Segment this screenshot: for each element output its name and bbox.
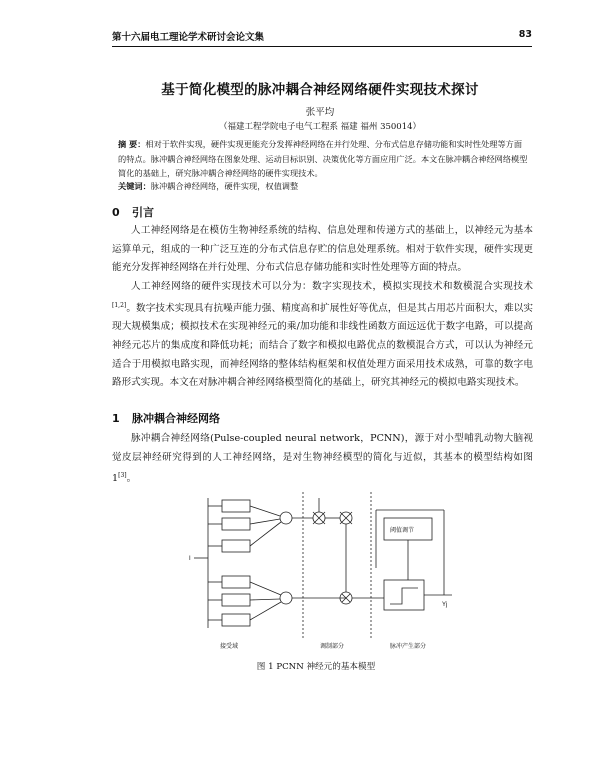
abstract-text: 相对于软件实现，硬件实现更能充分发挥神经网络在并行处理、分布式信息存储功能和实时性处理等方面的特点。脉冲耦合神经网络在图象处理、运动目标识别、决策优化等方面应用广泛。本文在脉冲耦合神经网络模型简化的基础上，研究脉冲耦合神经网络的硬件实现技术。 <box>118 139 528 179</box>
section-heading-0 <box>112 204 154 220</box>
input-label: I <box>189 556 191 562</box>
step-block <box>384 580 424 610</box>
region-label-pulse: 脉冲产生部分 <box>390 644 427 650</box>
connector <box>250 506 280 516</box>
paragraph: 人工神经网络是在模仿生物神经系统的结构、信息处理和传递方式的基础上，以神经元为基本运算单元，组成的一种广泛互连的分布式信息存贮的信息处理系统。相对于软件实现，硬件实现更能充分发挥神经网络在并行处理、分布式信息存储功能和实时性处理等方面的特点。 <box>112 225 533 274</box>
weight-box <box>222 614 250 626</box>
keywords <box>118 181 530 192</box>
journal-name: 第十六届电工理论学术研讨会论文集 <box>112 32 265 43</box>
connector <box>250 582 281 595</box>
connector <box>250 522 281 546</box>
step-function-icon <box>390 588 418 604</box>
paragraph-text: 。 <box>126 473 137 485</box>
connector <box>250 519 280 524</box>
summer-linking <box>280 512 292 524</box>
weight-box <box>222 594 250 606</box>
region-label-receptive: 接受域 <box>220 644 239 650</box>
threshold-label: 阈值调节 <box>390 528 415 534</box>
running-header <box>112 26 532 44</box>
page-number: 83 <box>518 29 532 40</box>
weight-box <box>222 576 250 588</box>
connector <box>250 602 281 620</box>
region-label-modulation: 调制部分 <box>320 644 345 650</box>
paragraph-text: 脉冲耦合神经网络(Pulse-coupled neural network，PCNN)，源于对小型哺乳动物大脑视觉皮层神经研究得到的人工神经网络，是对生物神经模型的简化与近似，其基本的模型结构如图 1 <box>112 433 533 485</box>
paragraph <box>112 430 533 489</box>
section-heading-1 <box>112 410 220 426</box>
connector <box>250 599 280 600</box>
paragraph-text: 。数字技术实现具有抗噪声能力强、精度高和扩展性好等优点，但是其占用芯片面积大，难以实现大规模集成；模拟技术在实现神经元的乘/加功能和非线性函数方面远远优于数字电路，可以提高神经元芯片的集成度和降低功耗；而结合了数字和模拟电路优点的数模混合方式，可以认为神经元适合于用模拟电路实现，而神经网络的整体结构框架和权值处理方面采用技术成熟，可靠的数字电路形式实现。本文在对脉冲耦合神经网络模型简化的基础上，研究其神经元的模拟电路实现技术。 <box>112 302 533 389</box>
weight-box <box>222 500 250 512</box>
figure-caption: 图 1 PCNN 神经元的基本模型 <box>256 662 376 672</box>
paper-title: 基于简化模型的脉冲耦合神经网络硬件实现技术探讨 <box>161 82 479 98</box>
pcnn-model-diagram <box>186 488 466 653</box>
abstract <box>118 137 530 181</box>
section-title: 引言 <box>132 206 154 219</box>
output-label: Yj <box>442 602 448 608</box>
abstract-label: 摘 要： <box>118 139 146 149</box>
section-number: 1 <box>112 412 120 425</box>
header-rule <box>112 46 532 47</box>
paragraph <box>112 278 533 393</box>
section-title: 脉冲耦合神经网络 <box>132 412 220 425</box>
weight-box <box>222 540 250 552</box>
keywords-text: 脉冲耦合神经网络，硬件实现，权值调整 <box>150 181 299 191</box>
summer-feeding <box>280 592 292 604</box>
section-number: 0 <box>112 206 120 219</box>
citation: [3] <box>118 472 127 480</box>
paragraph-text: 人工神经网络的硬件实现技术可以分为：数字实现技术，模拟实现技术和数模混合实现技术 <box>131 281 533 292</box>
weight-box <box>222 518 250 530</box>
author: 张平均 <box>305 107 335 118</box>
citation: [1,2] <box>112 301 127 309</box>
affiliation: （福建工程学院电子电气工程系 福建 福州 350014） <box>218 122 422 132</box>
keywords-label: 关键词： <box>118 181 151 191</box>
